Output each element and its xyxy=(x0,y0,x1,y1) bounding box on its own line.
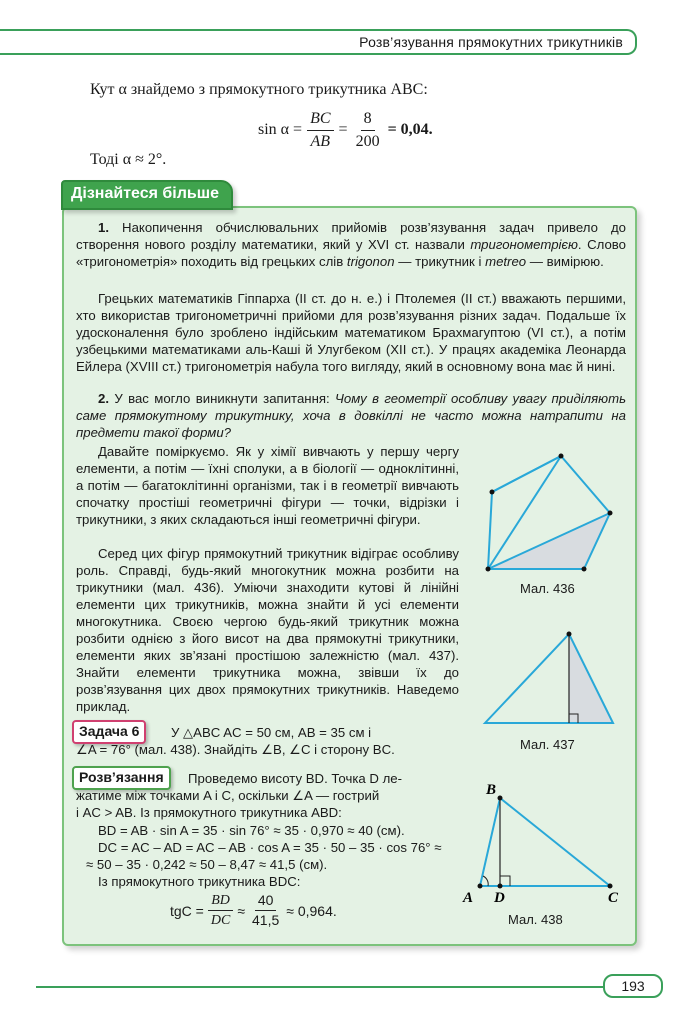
paragraph-2: Грецьких математиків Гіппарха (II ст. до н. е.) і Птолемея (II ст.) вважають першими, хто використав тригонометричні прийоми для розв’язування різних задач. Подальше їх удосконалення було зроблено індійським математиком Брахмагуптою (VI ст.), а потім узбецькими математиками аль-Каші й Улугбеком (XII ст.). У працях академіка Леонарда Ейлера (XVIII ст.) тригонометрія набула того вигляду, який в основному вона має й нині. xyxy=(76,291,626,374)
formula-lhs: sin α = xyxy=(258,121,303,139)
solution-line-4: BD = AB · sin A = 35 · sin 76° ≈ 35 · 0,970 ≈ 40 (см). xyxy=(98,823,405,838)
header-title: Розв’язування прямокутних трикутників xyxy=(359,34,623,50)
task-label: Задача 6 xyxy=(72,720,146,744)
solution-line-5: DC = AC – AD = AC – AB · cos A = 35 · 50 – 35 · cos 76° ≈ xyxy=(98,840,442,855)
paragraph-1: 1. Накопичення обчислювальних прийомів розв’язування задач привело до створення нового розділу математики, який у XVI ст. назвали тригонометрією. Слово «тригонометрія» походить від грецьких слів trigonon — трикутник і metreo — вимірюю. xyxy=(76,220,627,269)
paragraph-4: Давайте поміркуємо. Як у хімії вивчають у першу чергу елементи, а потім — їхні сполуки, а в біології — одноклітинні, а потім — багатоклітинні організми, так і в геометрії вивчають спочатку простіші геометричні фігури — точки, відрізки і трикутники, з яких складаються інші геометричні фігури. xyxy=(76,444,459,527)
page-number: 193 xyxy=(603,974,663,998)
label-d: D xyxy=(494,890,505,906)
solution-line-1: Проведемо висоту BD. Точка D ле- xyxy=(188,771,402,786)
formula-result: = 0,04. xyxy=(387,121,433,139)
angle-a-arc xyxy=(483,876,488,886)
paragraph-5: Серед цих фігур прямокутний трикутник відіграє особливу роль. Справді, будь-який многокутник можна розбити на трикутники (мал. 436). Уміючи знаходити кутові й лінійні елементи цих трикутників, можна знайти й усі елементи многокутника. Своєю чергою будь-який трикутник можна розбити однією з його висот на два прямокутні трикутники, елементи яких зв’язані простішою залежністю (мал. 437). Знайти елементи трикутника можна, звівши їх до розв’язування цих двох прямокутних трикутників. Наведемо приклад. xyxy=(76,546,459,714)
figure-436-polygon xyxy=(480,450,620,575)
learn-more-title: Дізнайтеся більше xyxy=(71,185,219,202)
footer-line xyxy=(36,986,603,988)
intro-line-1: Кут α знайдемо з прямокутного трикутника ABC: xyxy=(90,81,428,98)
task-line-2: ∠A = 76° (мал. 438). Знайдіть ∠B, ∠C і сторону BC. xyxy=(76,742,395,757)
solution-line-7: Із прямокутного трикутника BDC: xyxy=(98,874,301,889)
label-a: A xyxy=(463,890,474,906)
solution-line-6: ≈ 50 – 35 · 0,242 ≈ 50 – 8,47 ≈ 41,5 (см). xyxy=(86,857,328,872)
figure-436-caption: Мал. 436 xyxy=(520,581,575,596)
figure-438-caption: Мал. 438 xyxy=(508,912,563,927)
label-c: C xyxy=(608,890,619,906)
fraction-8-200: $\frac{8}{200}$ xyxy=(355,110,380,150)
solution-line-2: жатиме між точками A і C, оскільки ∠A — гострий xyxy=(76,788,380,803)
running-header xyxy=(0,29,637,55)
figure-438-triangle xyxy=(460,778,630,908)
figure-437-caption: Мал. 437 xyxy=(520,737,575,752)
solution-line-3: і AC > AB. Із прямокутного трикутника ABD: xyxy=(76,805,342,820)
sin-formula: sin α = $\frac{BC}{AB}$ = $\frac{8}{200}$ = 0,04. xyxy=(258,110,433,150)
task-line-1: У △ABC AC = 50 см, AB = 35 см і xyxy=(171,725,372,740)
intro-line-3: Тоді α ≈ 2°. xyxy=(90,151,167,168)
label-b: B xyxy=(486,782,497,798)
figure-437-triangle xyxy=(480,628,620,728)
fraction-bc-ab: $\frac{BC}{AB}$ xyxy=(307,110,333,150)
tg-formula: tgC = $\frac{BD}{DC}$ ≈ $\frac{40}{41,5}$ ≈ 0,964. xyxy=(170,892,337,929)
paragraph-3: 2. У вас могло виникнути запитання: Чому в геометрії особливу увагу приділяють саме прямокутному трикутнику, хоча в довкіллі не часто можна натрапити на предмети такої форми? xyxy=(76,391,626,440)
learn-more-tab xyxy=(61,180,233,210)
solution-label: Розв’язання xyxy=(72,766,171,790)
